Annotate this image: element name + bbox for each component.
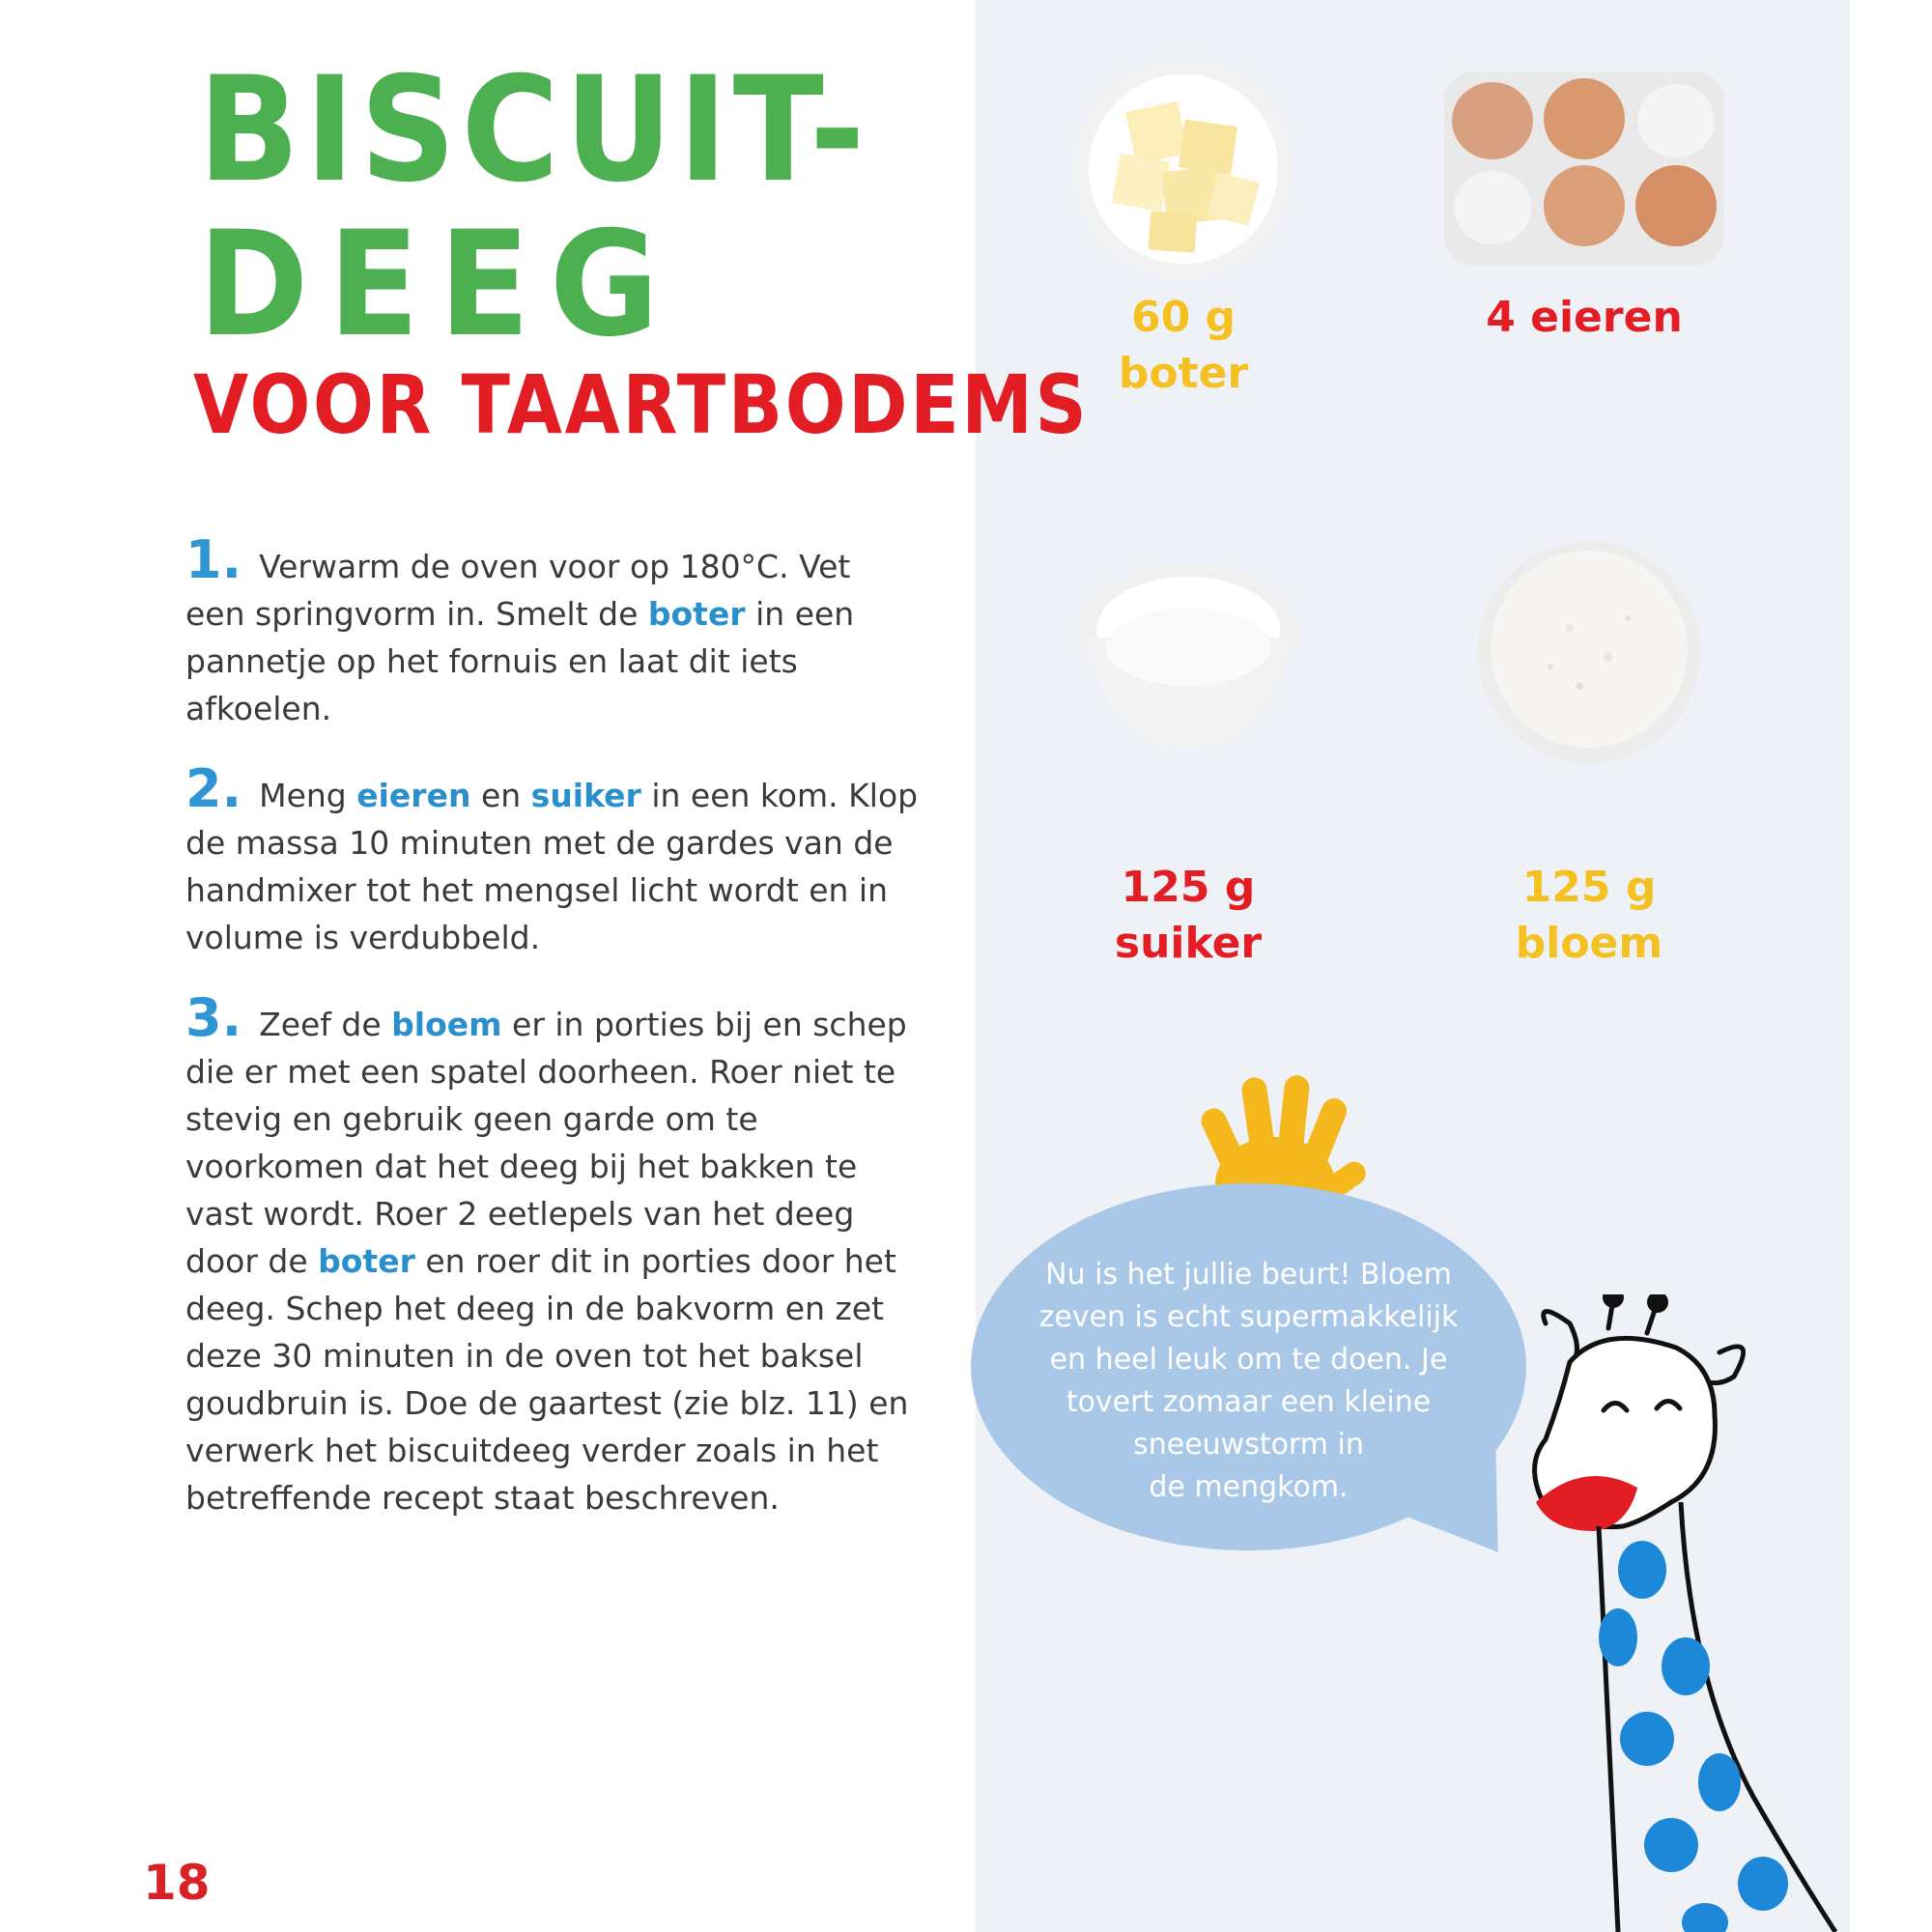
recipe-steps xyxy=(185,529,920,1554)
ingredient-amount: 60 g xyxy=(1130,293,1236,342)
ingredient-highlight: bloem xyxy=(391,1006,502,1043)
ingredient-amount: 4 eieren xyxy=(1486,293,1683,342)
step-number: 2. xyxy=(185,758,242,819)
ingredient-name: bloem xyxy=(1515,919,1663,968)
egg-carton-icon xyxy=(1439,53,1729,285)
ingredient-sugar xyxy=(1043,541,1333,967)
ingredient-flour xyxy=(1444,541,1734,967)
ingredient-eggs xyxy=(1439,53,1729,341)
subtitle: VOOR TAARTBODEMS xyxy=(193,357,1090,452)
ingredient-butter xyxy=(1038,53,1328,397)
title-line-2: DEEG xyxy=(198,201,679,369)
page-margin xyxy=(1850,0,1932,1932)
ingredient-highlight: suiker xyxy=(530,777,641,814)
sugar-bowl-icon xyxy=(1072,541,1304,773)
flour-plate-icon xyxy=(1473,541,1705,773)
page-number: 18 xyxy=(143,1855,211,1911)
title-line-1: BISCUIT- xyxy=(198,46,870,214)
ingredient-highlight: boter xyxy=(318,1242,415,1280)
speech-bubble-text: Nu is het jullie beurt! Bloem zeven is echt supermakkelijk en heel leuk om te doen. Je tovert zomaar een kleine sneeuwstorm in de mengkom. xyxy=(1038,1258,1459,1504)
ingredient-amount: 125 g xyxy=(1121,863,1256,912)
step-2: 2. Meng eieren en suiker in een kom. Klop de massa 10 minuten met de gardes van de handmixer tot het mengsel licht wordt en in volume is verdubbeld. xyxy=(185,758,919,956)
ingredient-highlight: boter xyxy=(647,595,746,633)
step-1: 1. Verwarm de oven voor op 180°C. Vet een springvorm in. Smelt de boter in een pannetje op het fornuis en laat dit iets afkoelen. xyxy=(185,529,855,727)
step-number: 3. xyxy=(185,987,242,1048)
step-number: 1. xyxy=(185,529,242,590)
step-3: 3. Zeef de bloem er in porties bij en schep die er met een spatel doorheen. Roer niet te stevig en gebruik geen garde om te voorkomen dat het deeg bij het bakken te vast wordt. Roer 2 eetlepels van het deeg door de boter en roer dit in porties door het deeg. Schep het deeg in de bakvorm en zet deze 30 minuten in de oven tot het baksel goudbruin is. Doe de gaartest (zie blz. 11) en verwerk het biscuitdeeg verder zoals in het betreffende recept staat beschreven. xyxy=(185,987,909,1517)
butter-bowl-icon xyxy=(1067,53,1299,285)
ingredient-amount: 125 g xyxy=(1521,863,1657,912)
ingredient-highlight: eieren xyxy=(356,777,471,814)
giraffe-illustration-icon xyxy=(1526,1294,1845,1932)
ingredient-name: suiker xyxy=(1114,919,1263,968)
ingredient-name: boter xyxy=(1118,349,1249,398)
